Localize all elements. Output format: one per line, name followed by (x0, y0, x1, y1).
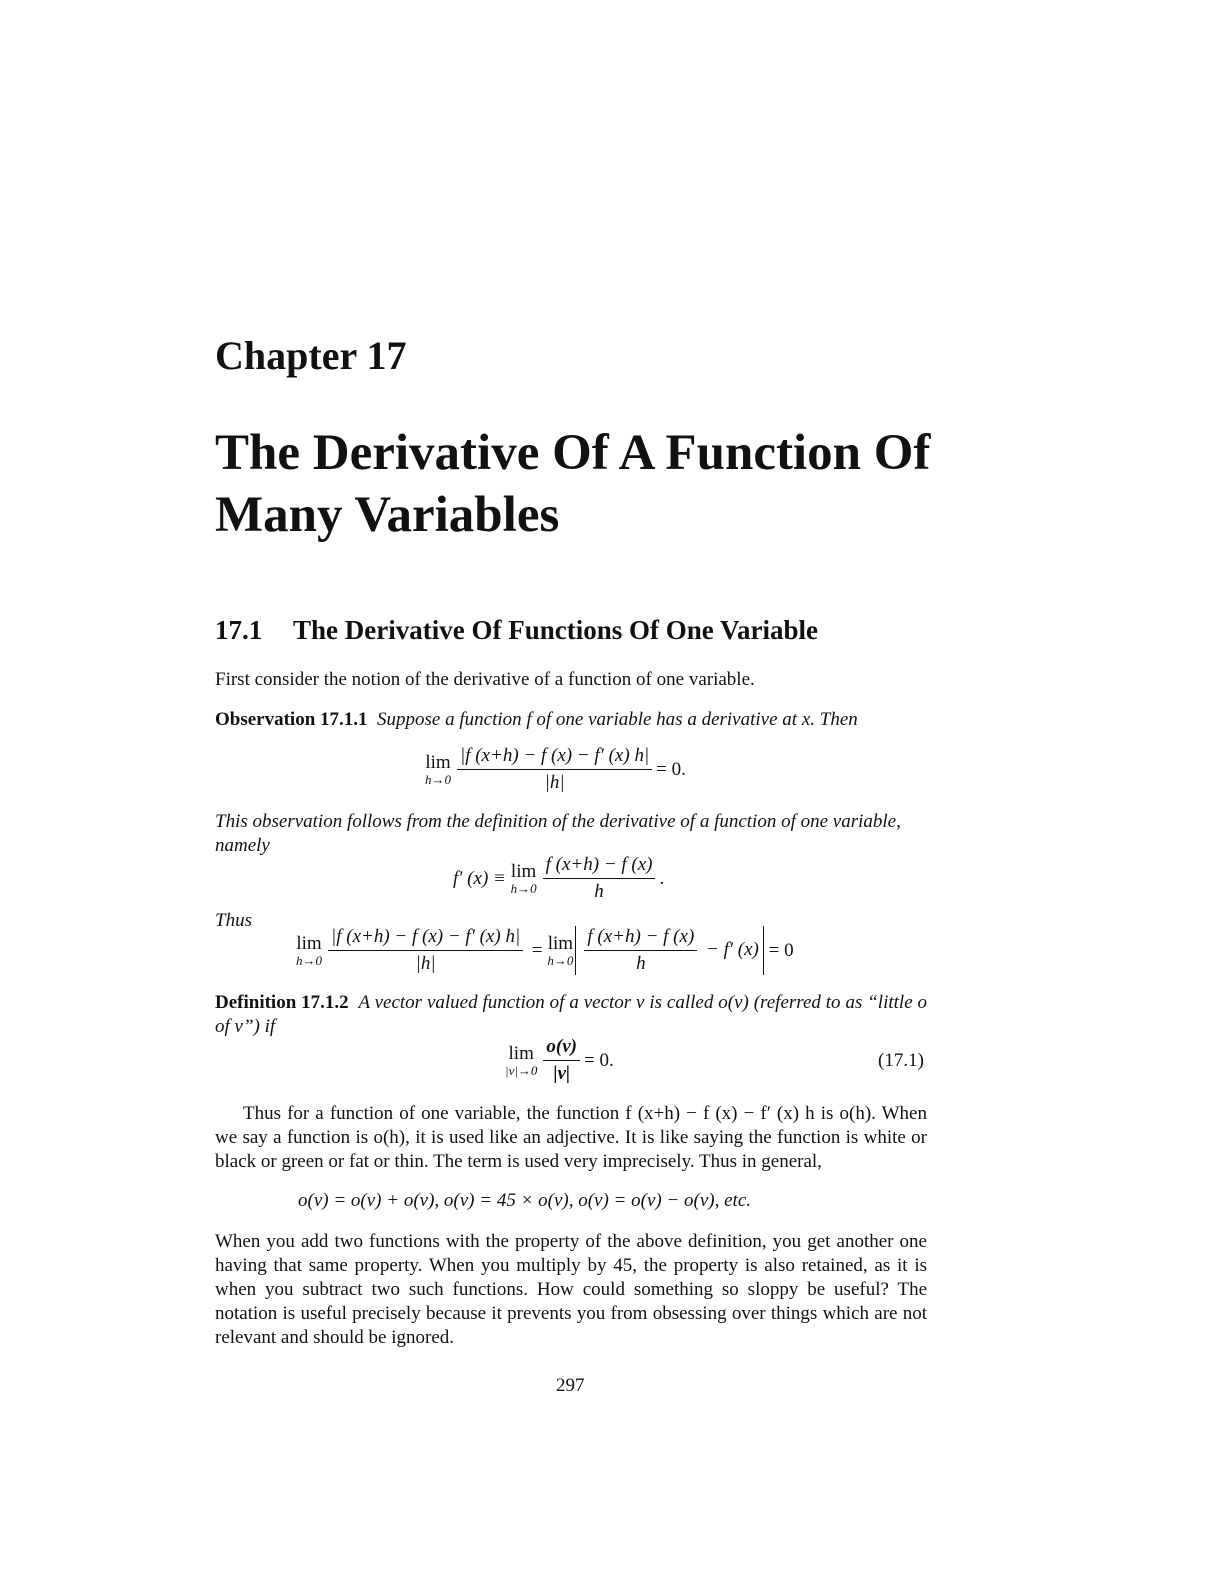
equation-general: o(v) = o(v) + o(v), o(v) = 45 × o(v), o(v) = o(v) − o(v), etc. (298, 1190, 752, 1211)
equation-observation: lim h→0 $\frac{|f (x+h) - f (x) - f' (x) h|}{|h|}$ = 0. (425, 745, 686, 793)
limit-operator: lim h→0 (510, 860, 537, 896)
limit-operator: lim h→0 (425, 751, 451, 787)
equation-thus: lim h→0 $\frac{|f (x+h) - f (x) - f' (x) h|}{|h|}$ = lim h→0 $\frac{f (x+h) - f (x)}{h}$ − f′ (x) = 0 (296, 926, 794, 974)
thus-label: Thus (215, 910, 252, 931)
observation-statement: Suppose a function f of one variable has a derivative at x. Then (377, 709, 858, 730)
observation-block (215, 708, 927, 732)
section-heading (215, 615, 818, 646)
observation-followup: This observation follows from the definition of the derivative of a function of one variable, namely (215, 811, 901, 856)
definition-block (215, 991, 927, 1039)
absolute-value: $\frac{f (x+h) - f (x)}{h}$ − f′ (x) (575, 926, 763, 975)
chapter-label: Chapter 17 (215, 333, 407, 378)
section-title: The Derivative Of Functions Of One Variable (293, 615, 818, 645)
observation-label: Observation 17.1.1 (215, 709, 368, 730)
fraction: $\frac{f (x+h) - f (x)}{h}$ (543, 854, 656, 903)
page-number: 297 (556, 1375, 585, 1396)
limit-operator: lim h→0 (296, 932, 322, 968)
equation-derivative-definition: f′ (x) ≡ lim h→0 $\frac{f (x+h) - f (x)}{h}$ . (453, 854, 665, 902)
fraction: $\frac{f (x+h) - f (x)}{h}$ (584, 926, 697, 975)
paragraph-little-o: Thus for a function of one variable, the function f (x+h) − f (x) − f′ (x) h is o(h). When we say a function is o(h), it is used like an adjective. It is like saying the function is white or black or green or fat or thin. The term is used very imprecisely. Thus in general, (215, 1103, 927, 1172)
chapter-title: The Derivative Of A Function Of Many Variables (215, 425, 931, 543)
limit-operator: lim h→0 (547, 932, 574, 968)
fraction: $\frac{|f (x+h) - f (x) - f' (x) h|}{|h|}$ (457, 745, 652, 794)
section-number: 17.1 (215, 615, 263, 645)
limit-operator: lim |v|→0 (505, 1042, 538, 1078)
definition-statement: A vector valued function of a vector v is called o(v) (referred to as “little o of v”) if (215, 992, 928, 1037)
paragraph-notation: When you add two functions with the property of the above definition, you get another one having that same property. When you multiply by 45, the property is also retained, as it is when you subtract two such functions. How could something so sloppy be useful? The notation is useful precisely because it prevents you from obsessing over things which are not relevant and should be ignored. (215, 1231, 927, 1348)
fraction: $\frac{o(v)}{|v|}$ (543, 1036, 580, 1085)
equation-number: (17.1) (878, 1050, 924, 1071)
definition-label: Definition 17.1.2 (215, 992, 349, 1013)
intro-paragraph: First consider the notion of the derivative of a function of one variable. (215, 669, 755, 690)
equation-little-o: lim |v|→0 $\frac{o(v)}{|v|}$ = 0. (505, 1036, 614, 1084)
fraction: $\frac{|f (x+h) - f (x) - f' (x) h|}{|h|}$ (328, 926, 523, 975)
